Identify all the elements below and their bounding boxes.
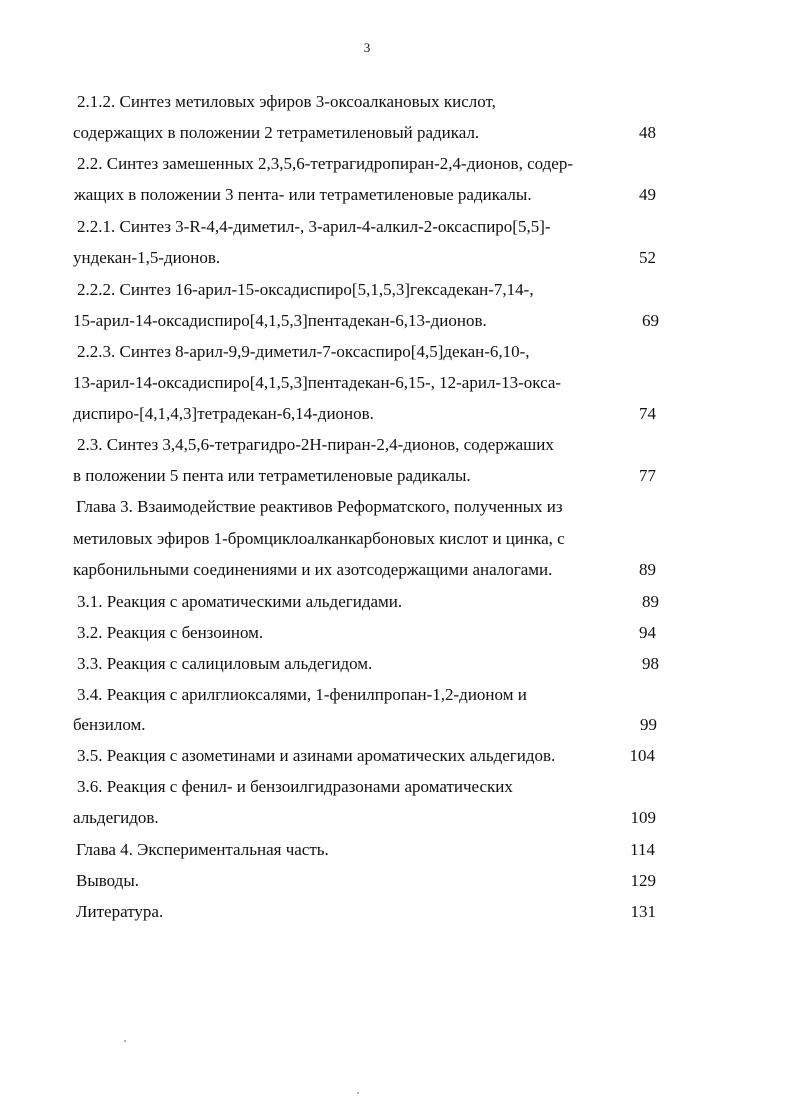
toc-line-text: 2.2. Синтез замешенных 2,3,5,6-тетрагидропиран-2,4-дионов, содер- xyxy=(77,154,573,173)
toc-line-text: Литература. xyxy=(76,902,164,921)
toc-line-text: Выводы. xyxy=(76,871,140,890)
toc-line-page: 48 xyxy=(639,123,656,142)
toc-line-text: карбонильными соединениями и их азотсодержащими аналогами. xyxy=(73,560,553,579)
toc-line-text: жащих в положении 3 пента- или тетраметиленовые радикалы. xyxy=(74,185,532,204)
toc-line-text: альдегидов. xyxy=(73,808,159,827)
toc-line-text: 2.2.3. Синтез 8-арил-9,9-диметил-7-оксаспиро[4,5]декан-6,10-, xyxy=(77,342,530,361)
toc-line-text: 3.5. Реакция с азометинами и азинами ароматических альдегидов. xyxy=(77,746,556,765)
toc-line-page: 89 xyxy=(639,560,656,579)
toc-line-page: 89 xyxy=(642,592,659,611)
toc-line-page: 74 xyxy=(639,404,656,423)
toc-line-page: 104 xyxy=(629,746,655,765)
toc-line-text: Глава 3. Взаимодействие реактивов Реформатского, полученных из xyxy=(76,497,563,516)
toc-line-page: 131 xyxy=(630,902,656,921)
toc-line-text: 3.3. Реакция с салициловым альдегидом. xyxy=(77,654,373,673)
toc-line-page: 49 xyxy=(639,185,656,204)
toc-line-page: 109 xyxy=(630,808,656,827)
toc-line-page: 99 xyxy=(640,715,657,734)
scan-speck xyxy=(357,1092,359,1094)
toc-line-text: ундекан-1,5-дионов. xyxy=(73,248,221,267)
toc-line-text: диспиро-[4,1,4,3]тетрадекан-6,14-дионов. xyxy=(73,404,374,423)
toc-line-text: содержащих в положении 2 тетраметиленовый радикал. xyxy=(73,123,480,142)
toc-line-text: 2.1.2. Синтез метиловых эфиров 3-оксоалкановых кислот, xyxy=(77,92,496,111)
toc-line-text: Глава 4. Экспериментальная часть. xyxy=(76,840,329,859)
toc-line-text: 3.4. Реакция с арилглиоксалями, 1-фенилпропан-1,2-дионом и xyxy=(77,685,527,704)
toc-line-text: в положении 5 пента или тетраметиленовые радикалы. xyxy=(73,466,471,485)
toc-line-page: 69 xyxy=(642,311,659,330)
toc-line-text: 2.2.1. Синтез 3-R-4,4-диметил-, 3-арил-4-алкил-2-оксаспиро[5,5]- xyxy=(77,217,551,236)
toc-line-page: 94 xyxy=(639,623,656,642)
toc-line-page: 129 xyxy=(630,871,656,890)
toc-line-text: 2.3. Синтез 3,4,5,6-тетрагидро-2Н-пиран-2,4-дионов, содержаших xyxy=(77,435,554,454)
scan-speck xyxy=(124,1040,126,1042)
toc-line-text: метиловых эфиров 1-бромциклоалканкарбоновых кислот и цинка, с xyxy=(73,529,565,548)
page-number: 3 xyxy=(363,40,371,55)
toc-line-text: 2.2.2. Синтез 16-арил-15-оксадиспиро[5,1,5,3]гексадекан-7,14-, xyxy=(77,280,534,299)
toc-line-text: 13-арил-14-оксадиспиро[4,1,5,3]пентадекан-6,15-, 12-арил-13-окса- xyxy=(73,373,562,392)
toc-line-text: бензилом. xyxy=(73,715,146,734)
toc-line-page: 77 xyxy=(639,466,656,485)
toc-line-page: 52 xyxy=(639,248,656,267)
toc-line-text: 3.1. Реакция с ароматическими альдегидами. xyxy=(77,592,403,611)
toc-line-page: 98 xyxy=(642,654,659,673)
toc-line-text: 3.2. Реакция с бензоином. xyxy=(77,623,264,642)
toc-line-text: 15-арил-14-оксадиспиро[4,1,5,3]пентадекан-6,13-дионов. xyxy=(73,311,487,330)
toc-line-page: 114 xyxy=(630,840,655,859)
toc-line-text: 3.6. Реакция с фенил- и бензоилгидразонами ароматических xyxy=(77,777,513,796)
